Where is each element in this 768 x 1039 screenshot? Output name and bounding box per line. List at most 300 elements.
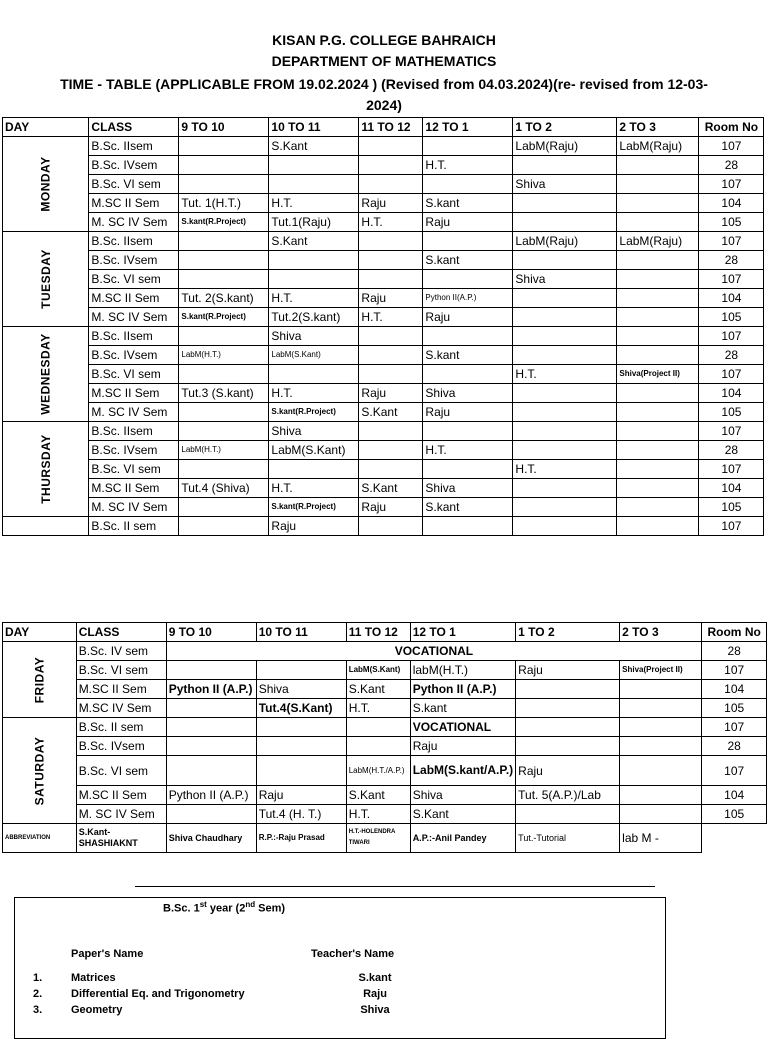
- room-number: 28: [702, 737, 767, 756]
- schedule-cell: [166, 737, 256, 756]
- day-label: [3, 422, 89, 517]
- schedule-cell: Python II (A.P.): [410, 680, 515, 699]
- abbreviation-item: Tut.-Tutorial: [516, 824, 620, 853]
- table-row: [3, 737, 767, 756]
- schedule-cell: [423, 327, 513, 346]
- table-row: [3, 680, 767, 699]
- schedule-cell: S.Kant: [346, 786, 410, 805]
- schedule-cell: [179, 460, 269, 479]
- timetable-title: TIME - TABLE (APPLICABLE FROM 19.02.2024 ) (Revised from 04.03.2024)(re- revised from 12-03-: [60, 76, 708, 92]
- schedule-cell: [179, 517, 269, 536]
- schedule-cell: Shiva: [513, 270, 617, 289]
- room-number: 104: [699, 384, 764, 403]
- room-number: 107: [699, 175, 764, 194]
- timetable-week1: [2, 117, 764, 536]
- schedule-cell: S.kant: [423, 194, 513, 213]
- schedule-cell: [359, 156, 423, 175]
- schedule-cell: Raju: [256, 786, 346, 805]
- class-name: M. SC IV Sem: [89, 498, 179, 517]
- class-name: B.Sc. IVsem: [89, 441, 179, 460]
- timetable-title-cont: 2024): [366, 97, 402, 113]
- schedule-cell: [269, 156, 359, 175]
- schedule-cell: S.Kant: [346, 680, 410, 699]
- schedule-cell: S.kant(R.Project): [179, 213, 269, 232]
- room-number: 107: [702, 661, 767, 680]
- room-number: 28: [699, 156, 764, 175]
- column-header: 1 TO 2: [513, 118, 617, 137]
- schedule-cell: H.T.: [513, 460, 617, 479]
- schedule-cell: H.T.: [359, 308, 423, 327]
- schedule-cell: Tut. 2(S.kant): [179, 289, 269, 308]
- class-name: B.Sc. VI sem: [89, 175, 179, 194]
- schedule-cell: [179, 403, 269, 422]
- schedule-cell: Raju: [516, 661, 620, 680]
- schedule-cell: [617, 346, 699, 365]
- schedule-cell: [513, 517, 617, 536]
- column-header: 9 TO 10: [179, 118, 269, 137]
- schedule-cell: Raju: [410, 737, 515, 756]
- day-label: [3, 232, 89, 327]
- abbreviation-item: R.P.:-Raju Prasad: [256, 824, 346, 853]
- schedule-cell: [269, 270, 359, 289]
- schedule-cell: [179, 422, 269, 441]
- schedule-cell: [513, 479, 617, 498]
- schedule-cell: [617, 384, 699, 403]
- column-header: Room No: [699, 118, 764, 137]
- column-header: DAY: [3, 623, 77, 642]
- papers-title: B.Sc. 1st year (2nd Sem): [163, 900, 286, 915]
- schedule-cell: [166, 805, 256, 824]
- table-row: [3, 327, 764, 346]
- schedule-cell: [513, 498, 617, 517]
- table-row: [3, 517, 764, 536]
- schedule-cell: [620, 786, 702, 805]
- schedule-cell: H.T.: [359, 213, 423, 232]
- table-row: [3, 699, 767, 718]
- schedule-cell: LabM(Raju): [617, 232, 699, 251]
- room-number: 28: [699, 441, 764, 460]
- paper-name-header: Paper's Name: [71, 948, 144, 960]
- room-number: 107: [699, 460, 764, 479]
- schedule-cell: [620, 805, 702, 824]
- day-name: SATURDAY: [32, 736, 47, 805]
- column-header: 10 TO 11: [256, 623, 346, 642]
- header-row: [3, 623, 767, 642]
- abbreviation-item: A.P.:-Anil Pandey: [410, 824, 515, 853]
- schedule-cell: [617, 403, 699, 422]
- schedule-cell: [269, 251, 359, 270]
- table-row: [3, 346, 764, 365]
- class-name: B.Sc. II sem: [89, 517, 179, 536]
- abbreviation-item: Shiva Chaudhary: [166, 824, 256, 853]
- day-label: [3, 517, 89, 536]
- room-number: 28: [699, 251, 764, 270]
- table-row: [3, 422, 764, 441]
- column-header: 1 TO 2: [516, 623, 620, 642]
- timetable-week2: [2, 622, 767, 853]
- schedule-cell: [346, 718, 410, 737]
- table-row: [3, 175, 764, 194]
- schedule-cell: [256, 737, 346, 756]
- schedule-cell: [179, 365, 269, 384]
- schedule-cell: [179, 232, 269, 251]
- day-label: [3, 642, 77, 718]
- schedule-cell: [179, 175, 269, 194]
- table-row: [3, 718, 767, 737]
- college-name: KISAN P.G. COLLEGE BAHRAICH: [272, 32, 496, 48]
- schedule-cell: LabM(S.Kant): [269, 346, 359, 365]
- class-name: M. SC IV Sem: [89, 308, 179, 327]
- room-number: 105: [699, 213, 764, 232]
- schedule-cell: LabM(Raju): [513, 232, 617, 251]
- schedule-cell: [620, 756, 702, 786]
- schedule-cell: [359, 327, 423, 346]
- column-header: DAY: [3, 118, 89, 137]
- table-row: [3, 460, 764, 479]
- abbreviation-item: lab M -: [620, 824, 702, 853]
- class-name: B.Sc. IVsem: [76, 737, 166, 756]
- schedule-cell: LabM(H.T./A.P.): [346, 756, 410, 786]
- class-name: M.SC IV Sem: [76, 699, 166, 718]
- schedule-cell: Shiva: [423, 384, 513, 403]
- schedule-cell: H.T.: [346, 699, 410, 718]
- schedule-cell: [423, 137, 513, 156]
- paper-number: 1.: [33, 972, 43, 984]
- schedule-cell: Raju: [359, 194, 423, 213]
- class-name: M.SC II Sem: [89, 289, 179, 308]
- room-number: 104: [699, 289, 764, 308]
- abbreviation-row: [3, 824, 767, 853]
- schedule-cell: [617, 251, 699, 270]
- day-name: WEDNESDAY: [38, 333, 53, 415]
- schedule-cell: [617, 498, 699, 517]
- room-number: 105: [699, 403, 764, 422]
- schedule-cell: LabM(S.Kant): [269, 441, 359, 460]
- schedule-cell: H.T.: [513, 365, 617, 384]
- schedule-cell: [359, 365, 423, 384]
- room-number: 105: [699, 308, 764, 327]
- schedule-cell: [513, 346, 617, 365]
- schedule-cell: Raju: [359, 289, 423, 308]
- schedule-cell: Tut.3 (S.kant): [179, 384, 269, 403]
- column-header: 12 TO 1: [410, 623, 515, 642]
- schedule-cell: labM(H.T.): [410, 661, 515, 680]
- schedule-cell: [617, 213, 699, 232]
- schedule-cell: Tut.1(Raju): [269, 213, 359, 232]
- day-name: FRIDAY: [32, 656, 47, 703]
- room-number: 104: [699, 194, 764, 213]
- table-row: [3, 786, 767, 805]
- room-number: 104: [702, 786, 767, 805]
- schedule-cell: [617, 517, 699, 536]
- schedule-cell: H.T.: [269, 289, 359, 308]
- table-row: [3, 194, 764, 213]
- schedule-cell: LabM(Raju): [617, 137, 699, 156]
- schedule-cell: S.Kant: [269, 232, 359, 251]
- teacher-name: S.kant: [358, 972, 392, 984]
- table-row: [3, 441, 764, 460]
- table-row: [3, 289, 764, 308]
- schedule-cell: S.kant(R.Project): [179, 308, 269, 327]
- table-row: [3, 642, 767, 661]
- schedule-cell: Shiva(Project II): [617, 365, 699, 384]
- class-name: M. SC IV Sem: [76, 805, 166, 824]
- class-name: M.SC II Sem: [89, 384, 179, 403]
- room-number: 107: [699, 137, 764, 156]
- header-row: [3, 118, 764, 137]
- schedule-cell: H.T.: [269, 194, 359, 213]
- schedule-cell: [513, 327, 617, 346]
- column-header: 11 TO 12: [346, 623, 410, 642]
- schedule-cell: [269, 365, 359, 384]
- schedule-cell: [617, 460, 699, 479]
- schedule-cell: [423, 175, 513, 194]
- column-header: 11 TO 12: [359, 118, 423, 137]
- schedule-cell: [620, 699, 702, 718]
- schedule-cell: Tut.4 (H. T.): [256, 805, 346, 824]
- schedule-cell: [359, 346, 423, 365]
- column-header: CLASS: [76, 623, 166, 642]
- schedule-cell: [359, 422, 423, 441]
- divider-line: [135, 886, 655, 887]
- schedule-cell: [513, 441, 617, 460]
- table-row: [3, 479, 764, 498]
- schedule-cell: S.kant: [423, 498, 513, 517]
- schedule-cell: Python II(A.P.): [423, 289, 513, 308]
- class-name: B.Sc. IIsem: [89, 422, 179, 441]
- schedule-cell: H.T.: [269, 384, 359, 403]
- schedule-cell: H.T.: [423, 441, 513, 460]
- schedule-cell: [620, 737, 702, 756]
- room-number: 28: [702, 642, 767, 661]
- column-header: CLASS: [89, 118, 179, 137]
- abbreviation-label: ABBREVIATION: [3, 824, 77, 853]
- schedule-cell: H.T.: [346, 805, 410, 824]
- class-name: B.Sc. VI sem: [89, 270, 179, 289]
- schedule-cell: [179, 251, 269, 270]
- paper-name: Matrices: [71, 972, 116, 984]
- schedule-cell: [269, 175, 359, 194]
- schedule-cell: [423, 232, 513, 251]
- schedule-cell: [617, 327, 699, 346]
- schedule-cell: [513, 422, 617, 441]
- schedule-cell: S.kant(R.Project): [269, 403, 359, 422]
- schedule-cell: Shiva: [269, 327, 359, 346]
- schedule-cell: LabM(H.T.): [179, 346, 269, 365]
- schedule-cell: Raju: [423, 403, 513, 422]
- schedule-cell: H.T.: [269, 479, 359, 498]
- schedule-cell: [359, 137, 423, 156]
- schedule-cell: Shiva: [269, 422, 359, 441]
- schedule-cell: [620, 718, 702, 737]
- schedule-cell: S.kant: [423, 346, 513, 365]
- schedule-cell: S.Kant: [410, 805, 515, 824]
- column-header: 10 TO 11: [269, 118, 359, 137]
- schedule-cell: S.Kant: [269, 137, 359, 156]
- schedule-cell: [617, 194, 699, 213]
- schedule-cell: [516, 737, 620, 756]
- room-number: 28: [699, 346, 764, 365]
- schedule-cell: [617, 175, 699, 194]
- schedule-cell: [513, 194, 617, 213]
- schedule-cell: [359, 175, 423, 194]
- room-number: 107: [702, 718, 767, 737]
- schedule-cell: [513, 403, 617, 422]
- day-label: [3, 718, 77, 824]
- room-number: 107: [699, 422, 764, 441]
- column-header: 2 TO 3: [617, 118, 699, 137]
- schedule-cell: S.kant: [410, 699, 515, 718]
- schedule-cell: [423, 270, 513, 289]
- room-number: 105: [699, 498, 764, 517]
- papers-box: [14, 897, 666, 1039]
- schedule-cell: [513, 308, 617, 327]
- schedule-cell: [620, 680, 702, 699]
- schedule-cell: S.kant: [423, 251, 513, 270]
- room-number: 104: [699, 479, 764, 498]
- paper-number: 3.: [33, 1004, 43, 1016]
- abbreviation-item: H.T.-HOLENDRA TIWARI: [346, 824, 410, 853]
- schedule-cell: Shiva: [410, 786, 515, 805]
- schedule-cell: Raju: [359, 384, 423, 403]
- class-name: M.SC II Sem: [76, 680, 166, 699]
- schedule-cell: Raju: [516, 756, 620, 786]
- class-name: B.Sc. VI sem: [89, 460, 179, 479]
- table-row: [3, 308, 764, 327]
- schedule-cell: [513, 289, 617, 308]
- class-name: B.Sc. VI sem: [89, 365, 179, 384]
- day-name: MONDAY: [38, 156, 53, 212]
- schedule-cell: [423, 422, 513, 441]
- schedule-cell: [617, 479, 699, 498]
- schedule-cell: [516, 718, 620, 737]
- schedule-cell: S.kant(R.Project): [269, 498, 359, 517]
- schedule-cell: [359, 441, 423, 460]
- table-row: [3, 137, 764, 156]
- schedule-cell: [256, 756, 346, 786]
- room-number: 107: [699, 517, 764, 536]
- schedule-cell: [617, 289, 699, 308]
- schedule-cell: [166, 699, 256, 718]
- class-name: B.Sc. IIsem: [89, 327, 179, 346]
- schedule-cell: Raju: [269, 517, 359, 536]
- table-row: [3, 270, 764, 289]
- schedule-cell: S.Kant: [359, 403, 423, 422]
- schedule-cell: LabM(Raju): [513, 137, 617, 156]
- schedule-cell: Tut. 5(A.P.)/Lab: [516, 786, 620, 805]
- schedule-cell: [179, 156, 269, 175]
- table-row: [3, 498, 764, 517]
- schedule-cell: Shiva: [423, 479, 513, 498]
- day-label: [3, 137, 89, 232]
- schedule-cell: [423, 460, 513, 479]
- table-row: [3, 156, 764, 175]
- table-row: [3, 805, 767, 824]
- schedule-cell: Shiva: [513, 175, 617, 194]
- schedule-cell: [359, 517, 423, 536]
- schedule-cell: Tut.4(S.Kant): [256, 699, 346, 718]
- schedule-cell: [423, 365, 513, 384]
- column-header: 2 TO 3: [620, 623, 702, 642]
- class-name: B.Sc. II sem: [76, 718, 166, 737]
- schedule-cell: [617, 308, 699, 327]
- schedule-cell: [423, 517, 513, 536]
- room-number: 107: [702, 756, 767, 786]
- schedule-cell: [513, 384, 617, 403]
- schedule-cell: [359, 460, 423, 479]
- schedule-cell: [516, 805, 620, 824]
- schedule-cell: [166, 756, 256, 786]
- schedule-cell: Shiva: [256, 680, 346, 699]
- schedule-cell: [617, 441, 699, 460]
- schedule-cell: Raju: [423, 213, 513, 232]
- class-name: B.Sc. IIsem: [89, 137, 179, 156]
- schedule-cell: VOCATIONAL: [410, 718, 515, 737]
- schedule-cell: [166, 661, 256, 680]
- class-name: B.Sc. VI sem: [76, 756, 166, 786]
- schedule-cell: [179, 137, 269, 156]
- teacher-name-header: Teacher's Name: [311, 948, 395, 960]
- schedule-cell: [617, 422, 699, 441]
- paper-name: Geometry: [71, 1004, 123, 1016]
- schedule-cell: LabM(H.T.): [179, 441, 269, 460]
- paper-number: 2.: [33, 988, 43, 1000]
- schedule-cell: Raju: [359, 498, 423, 517]
- teacher-name: Raju: [363, 988, 387, 1000]
- class-name: B.Sc. IVsem: [89, 156, 179, 175]
- column-header: Room No: [702, 623, 767, 642]
- schedule-cell: [166, 718, 256, 737]
- class-name: M. SC IV Sem: [89, 213, 179, 232]
- class-name: B.Sc. IV sem: [76, 642, 166, 661]
- table-row: [3, 213, 764, 232]
- table-row: [3, 403, 764, 422]
- schedule-cell: Python II (A.P.): [166, 786, 256, 805]
- class-name: B.Sc. IIsem: [89, 232, 179, 251]
- teacher-name: Shiva: [360, 1004, 390, 1016]
- room-number: 107: [699, 270, 764, 289]
- schedule-cell: [179, 498, 269, 517]
- schedule-cell: S.Kant: [359, 479, 423, 498]
- schedule-cell: [256, 718, 346, 737]
- schedule-cell: [179, 270, 269, 289]
- class-name: M. SC IV Sem: [89, 403, 179, 422]
- schedule-cell: [516, 699, 620, 718]
- schedule-cell: [269, 460, 359, 479]
- column-header: 9 TO 10: [166, 623, 256, 642]
- schedule-cell: H.T.: [423, 156, 513, 175]
- paper-name: Differential Eq. and Trigonometry: [71, 988, 245, 1000]
- table-row: [3, 232, 764, 251]
- schedule-cell: Tut. 1(H.T.): [179, 194, 269, 213]
- room-number: 107: [699, 365, 764, 384]
- schedule-cell: [179, 327, 269, 346]
- schedule-cell: [513, 213, 617, 232]
- schedule-cell: Shiva(Project II): [620, 661, 702, 680]
- table-row: [3, 661, 767, 680]
- table-row: [3, 756, 767, 786]
- room-number: 105: [702, 699, 767, 718]
- vocational-cell: VOCATIONAL: [166, 642, 701, 661]
- day-name: THURSDAY: [38, 434, 53, 504]
- schedule-cell: Raju: [423, 308, 513, 327]
- schedule-cell: [516, 680, 620, 699]
- class-name: M.SC II Sem: [89, 479, 179, 498]
- schedule-cell: [617, 270, 699, 289]
- department-name: DEPARTMENT OF MATHEMATICS: [271, 53, 497, 69]
- class-name: M.SC II Sem: [76, 786, 166, 805]
- day-name: TUESDAY: [38, 249, 53, 309]
